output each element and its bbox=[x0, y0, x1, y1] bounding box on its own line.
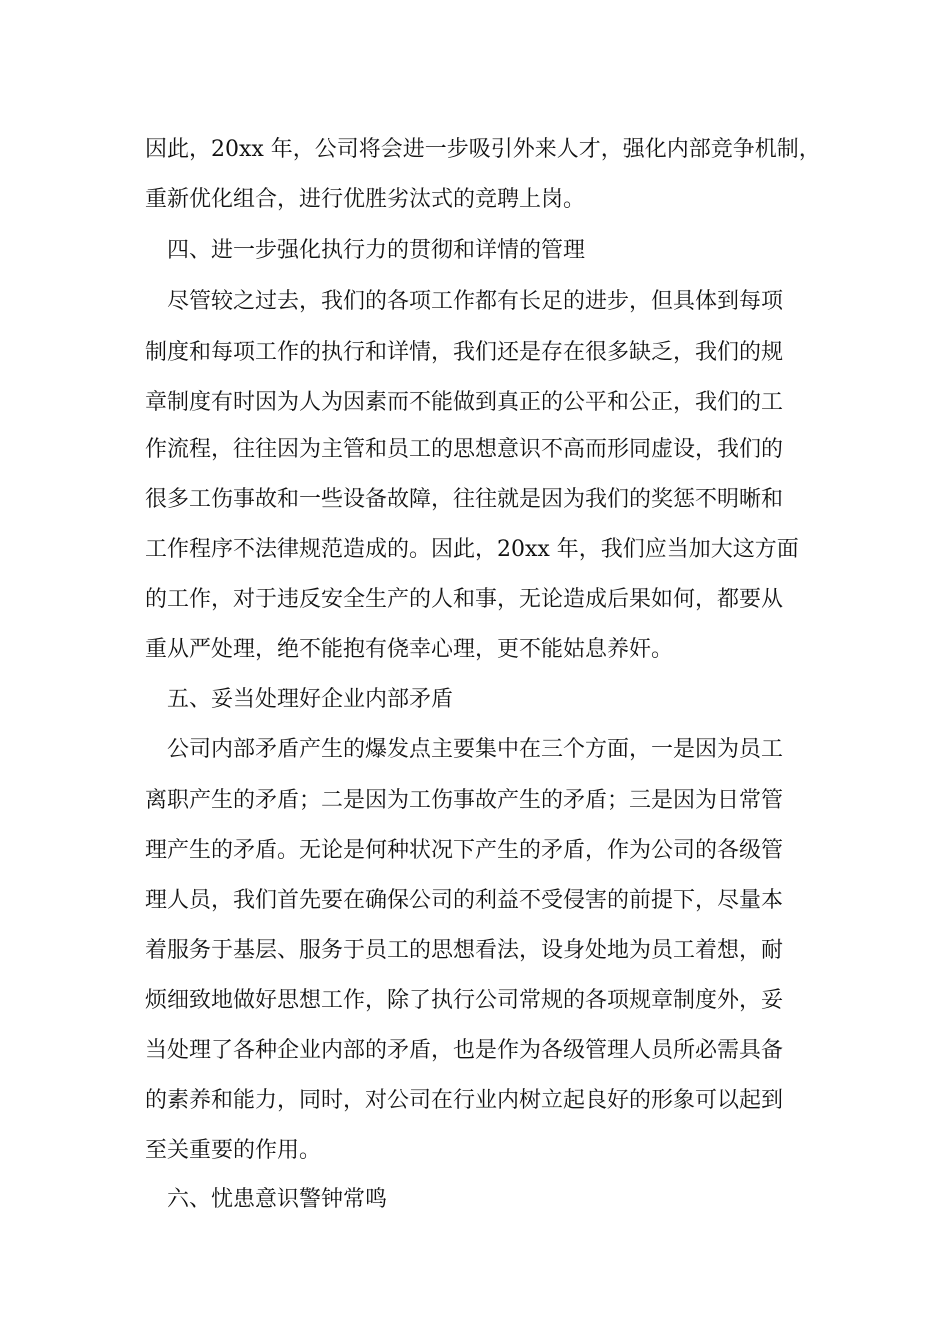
paragraph-line: 公司内部矛盾产生的爆发点主要集中在三个方面，一是因为员工 bbox=[167, 737, 784, 762]
paragraph-line: 因此，20xx 年，公司将会进一步吸引外来人才，强化内部竞争机制， bbox=[145, 137, 821, 162]
paragraph-line: 的素养和能力，同时，对公司在行业内树立起良好的形象可以起到 bbox=[145, 1088, 784, 1113]
section-heading: 四、进一步强化执行力的贯彻和详情的管理 bbox=[167, 238, 586, 263]
paragraph-line: 离职产生的矛盾；二是因为工伤事故产生的矛盾；三是因为日常管 bbox=[145, 788, 784, 813]
paragraph-line: 当处理了各种企业内部的矛盾，也是作为各级管理人员所必需具备 bbox=[145, 1038, 784, 1063]
paragraph-line: 的工作，对于违反安全生产的人和事，无论造成后果如何，都要从 bbox=[145, 587, 784, 612]
paragraph-line: 至关重要的作用。 bbox=[145, 1138, 322, 1163]
paragraph-line: 烦细致地做好思想工作，除了执行公司常规的各项规章制度外，妥 bbox=[145, 988, 784, 1013]
section-heading: 五、妥当处理好企业内部矛盾 bbox=[167, 687, 454, 712]
paragraph-line: 着服务于基层、服务于员工的思想看法，设身处地为员工着想，耐 bbox=[145, 938, 784, 963]
paragraph-line: 作流程，往往因为主管和员工的思想意识不高而形同虚设，我们的 bbox=[145, 437, 784, 462]
paragraph-line: 重从严处理，绝不能抱有侥幸心理，更不能姑息养奸。 bbox=[145, 637, 674, 662]
paragraph-line: 尽管较之过去，我们的各项工作都有长足的进步，但具体到每项 bbox=[167, 289, 784, 314]
paragraph-line: 工作程序不法律规范造成的。因此，20xx 年，我们应当加大这方面 bbox=[145, 537, 799, 562]
paragraph-line: 重新优化组合，进行优胜劣汰式的竞聘上岗。 bbox=[145, 187, 586, 212]
paragraph-line: 很多工伤事故和一些设备故障，往往就是因为我们的奖惩不明晰和 bbox=[145, 487, 784, 512]
section-heading: 六、忧患意识警钟常鸣 bbox=[167, 1187, 388, 1212]
paragraph-line: 章制度有时因为人为因素而不能做到真正的公平和公正，我们的工 bbox=[145, 390, 784, 415]
paragraph-line: 制度和每项工作的执行和详情，我们还是存在很多缺乏，我们的规 bbox=[145, 340, 784, 365]
paragraph-line: 理产生的矛盾。无论是何种状况下产生的矛盾，作为公司的各级管 bbox=[145, 838, 784, 863]
paragraph-line: 理人员，我们首先要在确保公司的利益不受侵害的前提下，尽量本 bbox=[145, 888, 784, 913]
